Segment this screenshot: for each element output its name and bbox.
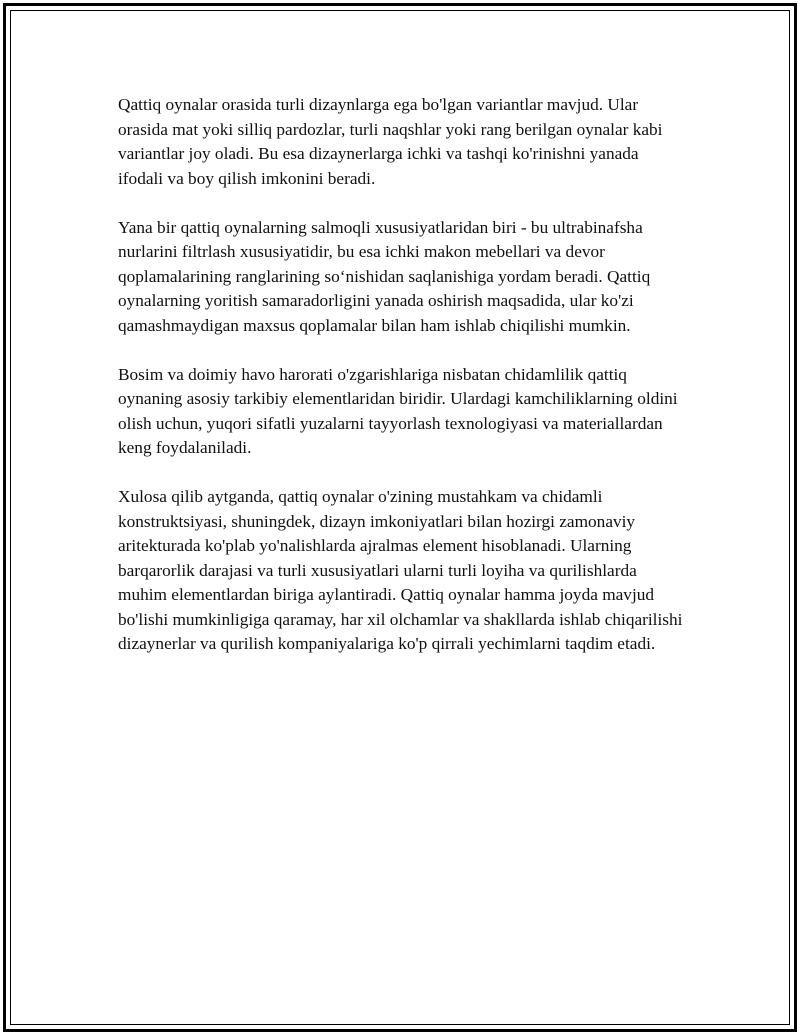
paragraph-1: Qattiq oynalar orasida turli dizaynlarga ega bo'lgan variantlar mavjud. Ular orasida mat yoki silliq pardozlar, turli naqshlar yoki rang berilgan oynalar kabi variantlar joy oladi. Bu esa dizaynerlarga ichki va tashqi ko'rinishni yanada ifodali va boy qilish imkonini beradi.	[118, 95, 663, 188]
paragraph-3: Bosim va doimiy havo harorati o'zgarishlariga nisbatan chidamlilik qattiq oynaning asosiy tarkibiy elementlaridan biridir. Ulardagi kamchiliklarning oldini olish uchun, yuqori sifatli yuzalarni tayyorlash texnologiyasi va materiallardan keng foydalaniladi.	[118, 364, 678, 457]
paragraph-2: Yana bir qattiq oynalarning salmoqli xususiyatlaridan biri - bu ultrabinafsha nurlarini filtrlash xususiyatidir, bu esa ichki makon mebellari va devor qoplamalarining ranglarining so‘nishidan saqlanishiga yordam beradi. Qattiq oynalarning yoritish samaradorligini yanada oshirish maqsadida, ular ko'zi qamashmaydigan maxsus qoplamalar bilan ham ishlab chiqilishi mumkin.	[118, 217, 651, 335]
document-body	[118, 93, 684, 681]
paragraph-4: Xulosa qilib aytganda, qattiq oynalar o'zining mustahkam va chidamli konstruktsiyasi, shuningdek, dizayn imkoniyatlari bilan hozirgi zamonaviy aritekturada ko'plab yo'nalishlarda ajralmas element hisoblanadi. Ularning barqarorlik darajasi va turli xususiyatlari ularni turli loyiha va qurilishlarda muhim elementlardan biriga aylantiradi. Qattiq oynalar hamma joyda mavjud bo'lishi mumkinligiga qaramay, har xil olchamlar va shakllarda ishlab chiqarilishi dizaynerlar va qurilish kompaniyalariga ko'p qirrali yechimlarni taqdim etadi.	[118, 487, 683, 653]
